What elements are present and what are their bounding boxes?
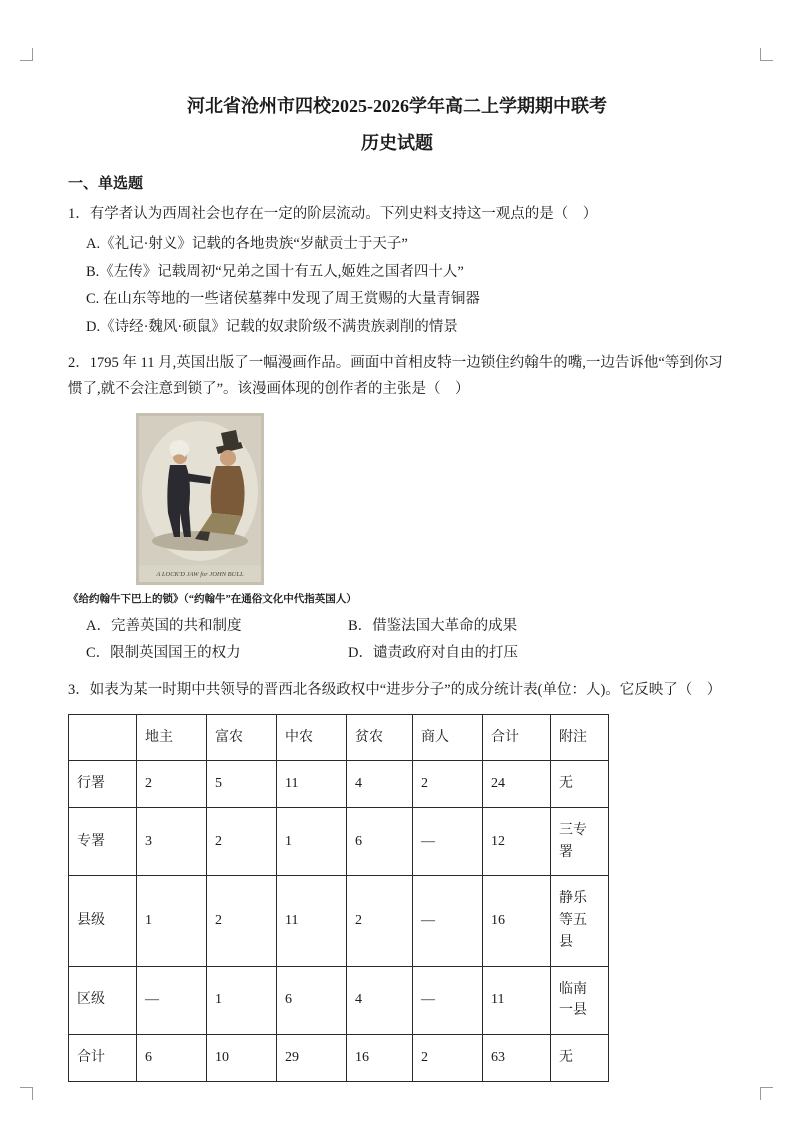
table-header-cell: 合计 [483, 714, 551, 761]
section-heading: 一、单选题 [68, 176, 144, 193]
table-cell: 行署 [69, 761, 137, 808]
table-header-cell: 富农 [207, 714, 277, 761]
page-margin-mark-top-left [20, 48, 33, 61]
table-cell: 2 [207, 808, 277, 876]
cartoon-inner-caption: A LOCK'D JAW for JOHN BULL [156, 570, 244, 578]
table-cell: — [413, 876, 483, 966]
table-row [69, 876, 609, 966]
table-cell: 5 [207, 761, 277, 808]
table-cell: 12 [483, 808, 551, 876]
table-cell: 1 [207, 966, 277, 1034]
table-cell: 4 [347, 761, 413, 808]
page-margin-mark-top-right [760, 48, 773, 61]
question-2-options [86, 613, 726, 668]
table-cell: 1 [277, 808, 347, 876]
table-cell: 合计 [69, 1034, 137, 1081]
table-cell: 10 [207, 1034, 277, 1081]
table-cell: 11 [277, 761, 347, 808]
table-row [69, 966, 609, 1034]
table-cell: 县级 [69, 876, 137, 966]
question-1-stem: 1．有学者认为西周社会也存在一定的阶层流动。下列史料支持这一观点的是（ ） [68, 206, 598, 223]
table-cell: 63 [483, 1034, 551, 1081]
table-cell: 2 [347, 876, 413, 966]
question-1-option-b: B.《左传》记载周初“兄弟之国十有五人,姬姓之国者四十人” [86, 263, 464, 280]
table-cell: 6 [137, 1034, 207, 1081]
table-cell: 6 [277, 966, 347, 1034]
question-2-stem: 2．1795 年 11 月,英国出版了一幅漫画作品。画面中首相皮特一边锁住约翰牛的嘴,一边告诉他“等到你习惯了,就不会注意到锁了”。该漫画体现的创作者的主张是（ ） [68, 355, 723, 398]
exam-title: 河北省沧州市四校2025-2026学年高二上学期期中联考 [187, 96, 607, 116]
table-cell: 16 [347, 1034, 413, 1081]
table-cell: 2 [137, 761, 207, 808]
table-header-cell: 地主 [137, 714, 207, 761]
question-2-option-d: D．谴责政府对自由的打压 [348, 645, 518, 662]
question-2-option-b: B．借鉴法国大革命的成果 [348, 617, 518, 634]
question-2-option-c: C．限制英国国王的权力 [86, 645, 241, 662]
table-cell: — [413, 808, 483, 876]
table-row [69, 808, 609, 876]
table-cell: 2 [413, 761, 483, 808]
table-cell: 16 [483, 876, 551, 966]
page-margin-mark-bottom-left [20, 1087, 33, 1100]
question-1-option-d: D.《诗经·魏风·硕鼠》记载的奴隶阶级不满贵族剥削的情景 [86, 318, 458, 335]
question-1-option-c: C. 在山东等地的一些诸侯墓葬中发现了周王赏赐的大量青铜器 [86, 291, 480, 308]
table-header-cell: 附注 [551, 714, 609, 761]
table-cell: 区级 [69, 966, 137, 1034]
table-cell: 1 [137, 876, 207, 966]
table-header-cell [69, 714, 137, 761]
table-cell: 三专署 [551, 808, 609, 876]
table-header-row [69, 714, 609, 761]
table-header-cell: 中农 [277, 714, 347, 761]
page-margin-mark-bottom-right [760, 1087, 773, 1100]
document-content [68, 94, 726, 1082]
exam-subtitle: 历史试题 [361, 133, 433, 154]
table-cell: 24 [483, 761, 551, 808]
table-header-cell: 贫农 [347, 714, 413, 761]
table-cell: — [413, 966, 483, 1034]
cartoon-image [136, 413, 264, 585]
table-header-cell: 商人 [413, 714, 483, 761]
table-cell: 2 [207, 876, 277, 966]
table-cell: 临南一县 [551, 966, 609, 1034]
statistics-table [68, 714, 609, 1082]
table-cell: 2 [413, 1034, 483, 1081]
table-cell: 4 [347, 966, 413, 1034]
table-cell: 6 [347, 808, 413, 876]
table-cell: 11 [483, 966, 551, 1034]
cartoon-caption: 《给约翰牛下巴上的锁》（“约翰牛”在通俗文化中代指英国人） [68, 593, 357, 605]
table-cell: 29 [277, 1034, 347, 1081]
cartoon-figure [136, 413, 264, 585]
table-row [69, 761, 609, 808]
question-3-stem: 3．如表为某一时期中共领导的晋西北各级政权中“进步分子”的成分统计表(单位：人)。它反映了（ ） [68, 681, 722, 698]
table-cell: 静乐等五县 [551, 876, 609, 966]
question-2-option-a: A．完善英国的共和制度 [86, 617, 242, 634]
table-cell: 无 [551, 761, 609, 808]
table-cell: 11 [277, 876, 347, 966]
table-cell: — [137, 966, 207, 1034]
table-cell: 3 [137, 808, 207, 876]
question-1-options [86, 231, 726, 341]
question-1-option-a: A.《礼记·射义》记载的各地贵族“岁献贡士于天子” [86, 236, 408, 253]
table-row [69, 1034, 609, 1081]
table-cell: 无 [551, 1034, 609, 1081]
table-cell: 专署 [69, 808, 137, 876]
